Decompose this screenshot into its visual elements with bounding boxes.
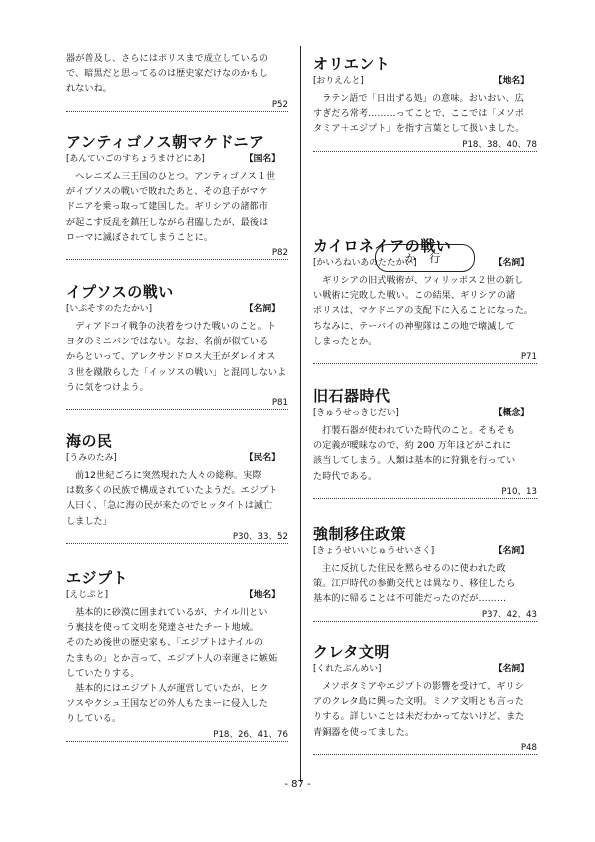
- entry-title: オリエント: [313, 55, 391, 73]
- entry-text-line: 基本的にはエジプト人が運営していたが、ヒク: [75, 684, 269, 695]
- entry-text-line: う裏技を使って文明を発達させたチート地域。: [66, 623, 260, 634]
- entry-text-line: ローマに滅ぼされてしまうことに。: [66, 232, 214, 243]
- page-reference: P18、38、40、78: [313, 139, 537, 152]
- entry-reading: [おりえんと]: [313, 76, 364, 86]
- entry-text-line: ギリシアの旧式戦術が、フィリッポス２世の新し: [322, 276, 524, 286]
- entry-title: 旧石器時代: [313, 387, 391, 405]
- entry-title: アンティゴノス朝マケドニア: [66, 133, 265, 151]
- entry-category: 【国名】: [244, 154, 280, 164]
- entry-text-line: ちなみに、テーバイの神聖隊はこの地で壊滅して: [313, 321, 515, 332]
- entry-text-line: ドニアを乗っ取って建国した。ギリシアの諸都市: [66, 202, 268, 213]
- entry-reading: [いぷそすのたたかい]: [66, 304, 153, 314]
- page-number: - 87 -: [284, 779, 311, 790]
- entry-reading: [あんていごのすちょうまけどにあ]: [66, 154, 205, 164]
- entry-category: 【名詞】: [493, 664, 529, 674]
- entry-title: 強制移住政策: [313, 525, 407, 543]
- page-reference: P81: [66, 397, 288, 410]
- entry-text-line: ディアドコイ戦争の決着をつけた戦いのこと。ト: [75, 322, 276, 332]
- continued-entry: [66, 52, 288, 112]
- entry-text-line: りしている。: [66, 714, 122, 725]
- entry-text-line: ソスやクシュ王国などの外人もたまーに侵入した: [66, 699, 268, 710]
- entry-text-line: りする。詳しいことは未だわかってないけど、また: [313, 712, 525, 723]
- entry-reading: [くれたぶんめい]: [313, 664, 382, 674]
- page-reference: P52: [66, 99, 288, 112]
- glossary-entry: [313, 386, 537, 499]
- page-reference: P10、13: [313, 486, 537, 499]
- entry-text-line: ポリスは、マケドニアの支配下に入ることになった。: [313, 306, 534, 317]
- entry-text-line: た時代である。: [313, 471, 378, 482]
- entry-text-line: ヨタのミニバンではない。なお、名前が似ている: [66, 337, 269, 348]
- entry-text-line: 人曰く、「急に海の民が来たのでヒッタイトは滅亡: [66, 501, 273, 512]
- entry-text-line: していたりする。: [66, 668, 140, 679]
- entry-text-line: ヘレニズム三王国のひとつ。アンティゴノス１世: [75, 172, 276, 182]
- glossary-entry: [66, 568, 288, 742]
- column-divider: [300, 46, 301, 782]
- entry-text-line: がイプソスの戦いで敗れたあと、その息子がマケ: [66, 187, 268, 198]
- entry-reading: [きょうせいいじゅうせいさく]: [313, 546, 435, 556]
- entry-reading: [かいろねいあのたたかい]: [313, 258, 417, 268]
- entry-category: 【名詞】: [493, 258, 529, 268]
- entry-text-line: たまもの」とか言って、エジプト人の幸運さに嫉妬: [66, 653, 278, 664]
- entry-text-line: い戦術に完敗した戦い。この結果、ギリシアの諸: [313, 291, 516, 302]
- continued-line: で、暗黒だと思ってるのは歴史家だけなのかもし: [66, 69, 269, 80]
- entry-text-line: ３世を蹴散らした「イッソスの戦い」と混同しないよ: [66, 367, 287, 378]
- glossary-entry: [313, 54, 537, 152]
- entry-text-line: メソポタミアやエジプトの影響を受けて、ギリシ: [322, 682, 524, 692]
- page-reference: P48: [313, 742, 537, 755]
- glossary-entry: [66, 431, 288, 544]
- entry-title: カイロネイアの戦い: [313, 237, 452, 255]
- entry-reading: [きゅうせっきじだい]: [313, 408, 399, 418]
- entry-text-line: からといって、アレクサンドロス大王がダレイオス: [66, 352, 276, 363]
- section-kana-mark: か 行: [375, 244, 475, 272]
- entry-text-line: しまったとか。: [313, 336, 378, 347]
- glossary-entry: [313, 236, 537, 364]
- entry-category: 【地名】: [244, 590, 280, 600]
- entry-text-line: 主に反抗した住民を黙らせるのに使われた政: [322, 564, 506, 574]
- entry-text-line: 該当してしまう。人類は基本的に狩猟を行ってい: [313, 456, 516, 467]
- entry-text-line: 青銅器を使ってました。: [313, 727, 415, 738]
- entry-text-line: すぎだろ常考………ってことで、ここでは「メソポ: [313, 109, 525, 120]
- entry-title: 海の民: [66, 432, 113, 450]
- entry-text-line: 策。江戸時代の参勤交代とは異なり、移住したら: [313, 579, 516, 590]
- entry-text-line: が起こす反乱を鎮圧しながら君臨したが、最後は: [66, 217, 269, 228]
- page-reference: P30、33、52: [66, 531, 288, 544]
- entry-text-line: 基本的に砂漠に囲まれているが、ナイル川とい: [75, 608, 268, 618]
- entry-title: イプソスの戦い: [66, 283, 174, 301]
- entry-title: クレタ文明: [313, 643, 390, 661]
- entry-text-line: 基本的に帰ることは不可能だったのだが………: [313, 594, 507, 605]
- entry-reading: [うみのたみ]: [66, 453, 117, 463]
- entry-reading: [えじぷと]: [66, 590, 109, 600]
- entry-text-line: アのクレタ島に興った文明。ミノア文明とも言った: [313, 697, 525, 708]
- entry-category: 【概念】: [493, 408, 529, 418]
- page-reference: P18、26、41、76: [66, 729, 288, 742]
- continued-line: れないね。: [66, 84, 112, 95]
- page-reference: P37、42、43: [313, 609, 537, 622]
- entry-text-line: 前12世紀ごろに突然現れた人々の総称。実際: [75, 471, 262, 481]
- glossary-entry: [66, 132, 288, 260]
- entry-category: 【名詞】: [244, 304, 280, 314]
- entry-text-line: の定義が曖昧なので、約 200 万年ほどがこれに: [313, 441, 512, 452]
- glossary-entry: [313, 642, 537, 755]
- entry-title: エジプト: [66, 569, 129, 587]
- page-reference: P71: [313, 351, 537, 364]
- entry-category: 【地名】: [493, 76, 529, 86]
- entry-text-line: うに気をつけよう。: [66, 382, 149, 393]
- entry-category: 【名詞】: [493, 546, 529, 556]
- continued-line: 器が普及し、さらにはポリスまで成立しているの: [66, 54, 269, 64]
- entry-text-line: しました」: [66, 516, 112, 527]
- entry-text-line: ラテン語で「日出ずる処」の意味。おいおい、広: [322, 94, 524, 104]
- glossary-entry: [66, 282, 288, 410]
- entry-text-line: 打製石器が使われていた時代のこと。そもそも: [322, 426, 516, 436]
- glossary-entry: [313, 524, 537, 622]
- entry-text-line: そのため後世の歴史家も、「エジプトはナイルの: [66, 638, 264, 649]
- entry-category: 【民名】: [244, 453, 280, 463]
- entry-text-line: タミア＋エジプト」を指す言葉として扱いました。: [313, 124, 525, 135]
- page-reference: P82: [66, 247, 288, 260]
- entry-text-line: は数多くの民族で構成されていたようだ。エジプト: [66, 486, 278, 497]
